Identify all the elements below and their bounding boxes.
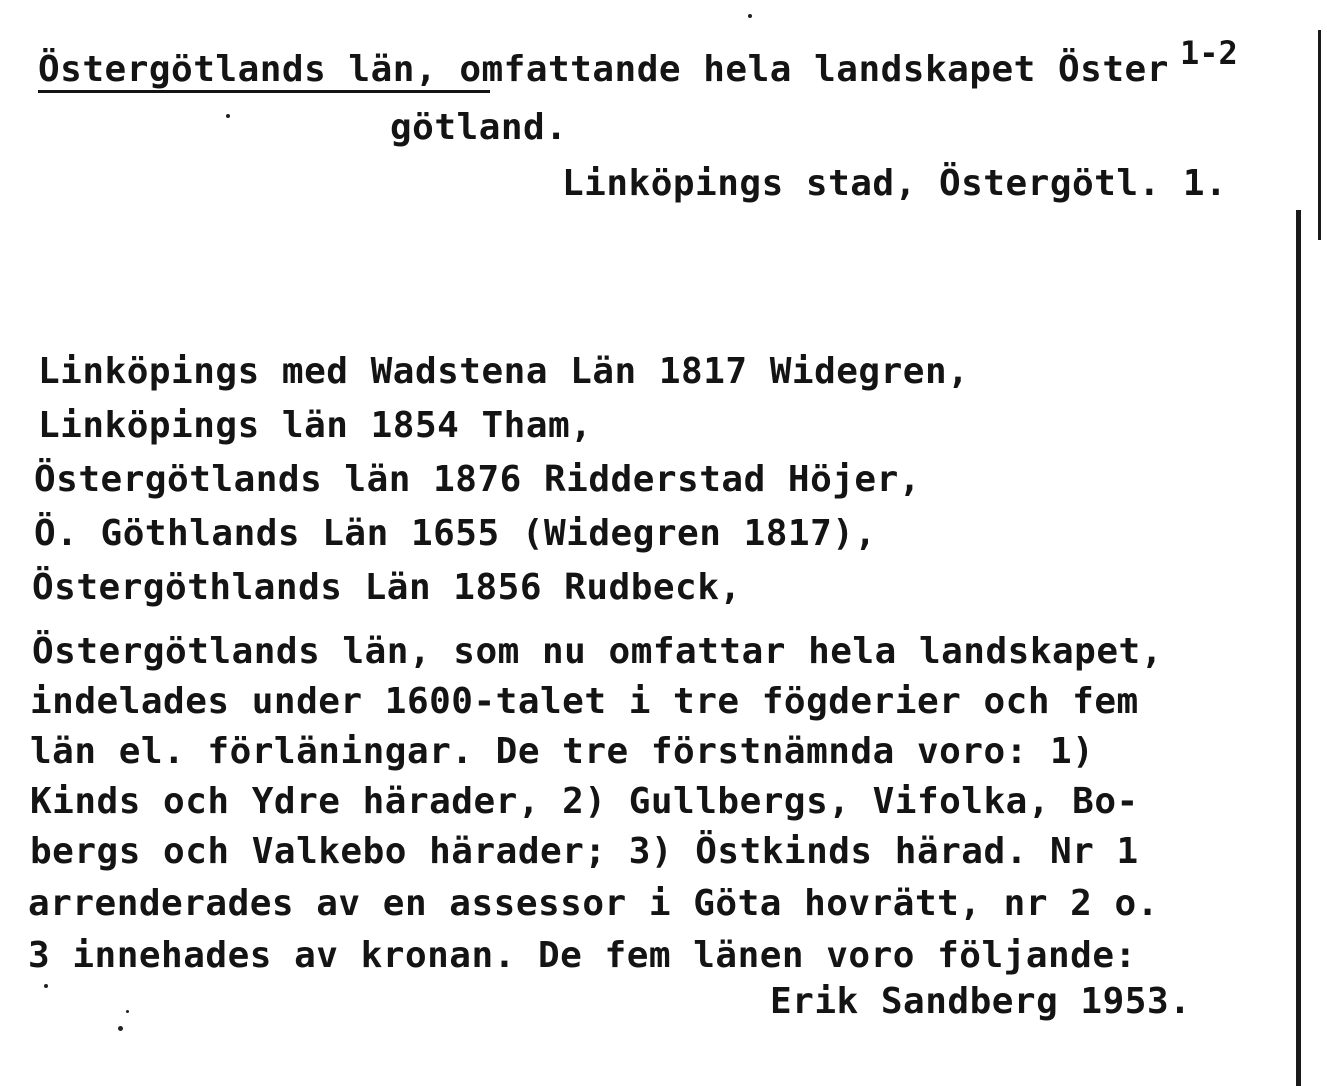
name-entry: Östergötlands län 1876 Ridderstad Höjer, [34, 459, 921, 500]
name-entry: Ö. Göthlands Län 1655 (Widegren 1817), [34, 513, 877, 554]
heading-underline [38, 90, 490, 93]
card-edge [1296, 210, 1301, 1086]
ink-speck [126, 1010, 129, 1013]
ink-speck [44, 984, 48, 988]
ink-speck [226, 114, 230, 118]
ink-speck [118, 1026, 123, 1031]
body-line: arrenderades av en assessor i Göta hovrätt, nr 2 o. [28, 883, 1159, 924]
body-line: län el. förläningar. De tre förstnämnda voro: 1) [30, 731, 1095, 772]
body-line: Östergötlands län, som nu omfattar hela landskapet, [32, 631, 1163, 672]
location-line: Linköpings stad, Östergötl. 1. [562, 163, 1228, 204]
heading-line-1 [38, 48, 1169, 92]
heading-county-name: Östergötlands län, [38, 49, 438, 90]
body-line: bergs och Valkebo härader; 3) Östkinds härad. Nr 1 [30, 831, 1139, 872]
name-entry: Östergöthlands Län 1856 Rudbeck, [32, 567, 742, 608]
body-line: 3 innehades av kronan. De fem länen voro följande: [28, 935, 1137, 976]
card-number: 1-2 [1180, 34, 1238, 72]
card-edge-upper [1318, 30, 1321, 240]
heading-description: omfattande hela landskapet Öster [437, 49, 1169, 90]
name-entry: Linköpings län 1854 Tham, [38, 405, 593, 446]
ink-speck [748, 14, 752, 18]
heading-line-2: götland. [390, 107, 568, 148]
body-line: indelades under 1600-talet i tre fögderier och fem [30, 681, 1139, 722]
signature: Erik Sandberg 1953. [770, 981, 1192, 1022]
body-line: Kinds och Ydre härader, 2) Gullbergs, Vifolka, Bo- [30, 781, 1139, 822]
name-entry: Linköpings med Wadstena Län 1817 Widegren, [38, 351, 970, 392]
